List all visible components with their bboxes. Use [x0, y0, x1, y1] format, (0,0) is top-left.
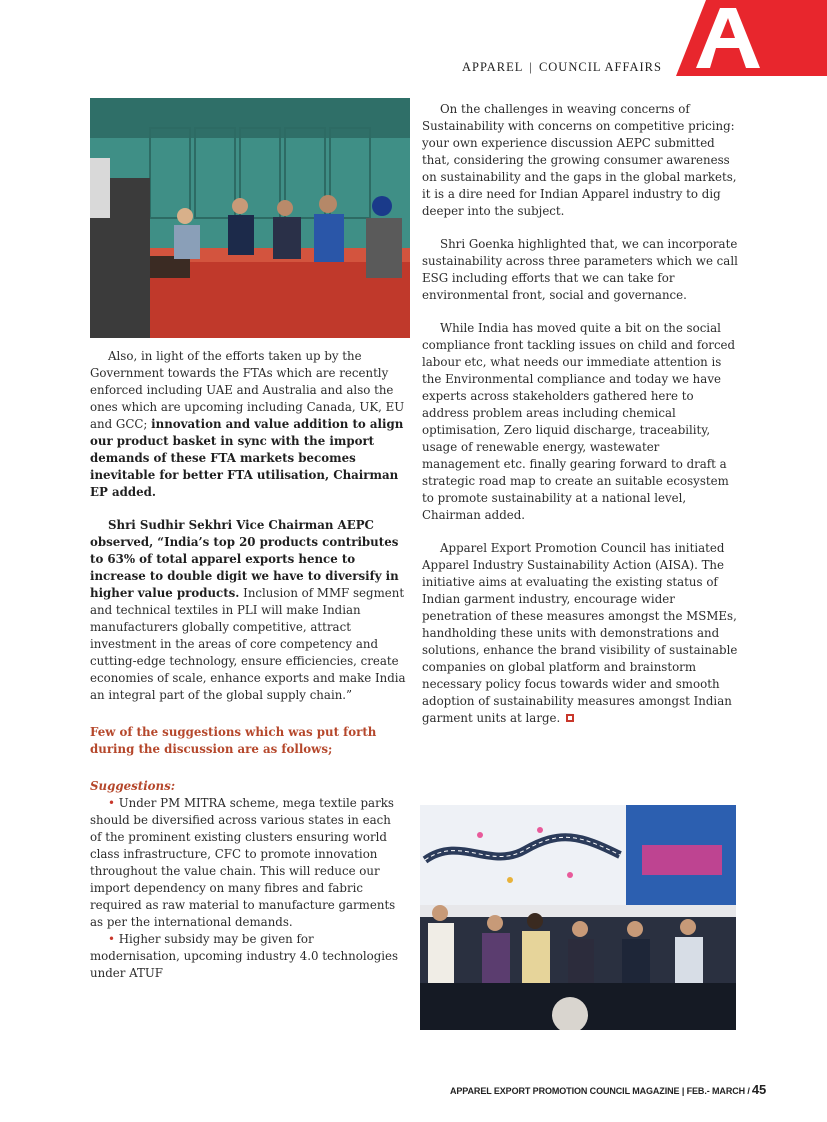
aisa-paragraph-text: Apparel Export Promotion Council has initiated Apparel Industry Sustainability Action (AISA). The initiative aims at evaluating the existing status of Indian garment industry, encourage wider penetration of these measures amongst the MSMEs, handholding these units with demonstrations and solutions, enhance the brand visibility of sustainable companies on global platform and brainstorm necessary policy focus towards wider and smooth adoption of sustainability measures amongst Indian garment units at large. — [422, 541, 738, 725]
fta-paragraph — [90, 348, 406, 501]
suggestions-heading: Suggestions: — [90, 779, 176, 793]
section-name: APPAREL — [462, 60, 524, 74]
suggestion-item-1 — [90, 795, 406, 931]
esg-paragraph: Shri Goenka highlighted that, we can incorporate sustainability across three parameters which we call ESG including efforts that we can take for environmental front, social and governance. — [422, 237, 738, 302]
aisa-paragraph — [422, 540, 738, 727]
section-header — [462, 60, 662, 75]
right-text-column — [422, 101, 738, 727]
bullet-icon: • — [108, 932, 115, 946]
magazine-logo — [676, 0, 827, 76]
timeline-panel-photo — [420, 805, 736, 1030]
suggestion-text-1: Under PM MITRA scheme, mega textile parks should be diversified across various states in each of the prominent existing clusters ensuring world class infrastructure, CFC to promote innovation throughout the value chain. This will reduce our import dependency on many fibres and fabric required as raw material to manufacture garments as per the international demands. — [90, 796, 396, 929]
a-letter-logo-icon — [676, 0, 827, 76]
panel-discussion-photo — [90, 98, 410, 338]
suggestions-intro: Few of the suggestions which was put forth during the discussion are as follows; — [90, 725, 377, 756]
environmental-compliance-paragraph: While India has moved quite a bit on the social compliance front tackling issues on child and forced labour etc, what needs our immediate attention is the Environmental compliance and today we have experts across stakeholders gathered here to address problem areas including chemical optimisation, Zero liquid discharge, traceability, usage of renewable energy, wastewater management etc. finally gearing forward to draft a strategic road map to create an suitable ecosystem to promote sustainability at a national level, Chairman added. — [422, 321, 736, 522]
vice-chairman-quote-bold: Shri Sudhir Sekhri Vice Chairman AEPC observed, “India’s top 20 products contributes to 63% of total apparel exports hence to increase to double digit we have to diversify in higher value products. — [90, 518, 399, 600]
suggestion-text-2: Higher subsidy may be given for modernisation, upcoming industry 4.0 technologies under ATUF — [90, 932, 399, 980]
suggestion-item-2 — [90, 931, 406, 982]
subsection-name: COUNCIL AFFAIRS — [538, 60, 662, 74]
left-text-column — [90, 348, 406, 982]
end-of-article-icon — [566, 714, 574, 722]
fta-paragraph-normal: Also, in light of the efforts taken up by the Government towards the FTAs which are recently enforced including UAE and Australia and also the ones which are upcoming including Canada, UK, EU and GCC; — [90, 349, 405, 431]
page-footer — [450, 1082, 766, 1097]
section-separator: | — [529, 60, 533, 74]
footer-magazine-title: APPAREL EXPORT PROMOTION COUNCIL MAGAZINE | FEB.- MARCH / — [450, 1086, 750, 1096]
bullet-icon: • — [108, 796, 115, 810]
page-number: 45 — [751, 1082, 767, 1097]
sustainability-challenges-paragraph: On the challenges in weaving concerns of Sustainability with concerns on competitive pricing: your own experience discussion AEPC submitted that, considering the growing consumer awareness on sustainability and the gaps in the global markets, it is a dire need for Indian Apparel industry to dig deeper into the subject. — [422, 102, 737, 218]
vice-chairman-quote-normal: Inclusion of MMF segment and technical textiles in PLI will make Indian manufacturers globally competitive, attract investment in the areas of core competency and cutting-edge technology, ensure efficiencies, create economies of scale, enhance exports and make India an integral part of the global supply chain.” — [90, 586, 406, 702]
vice-chairman-paragraph — [90, 517, 406, 704]
fta-paragraph-bold: innovation and value addition to align our product basket in sync with the import demands of these FTA markets becomes inevitable for better FTA utilisation, Chairman EP added. — [90, 417, 404, 499]
